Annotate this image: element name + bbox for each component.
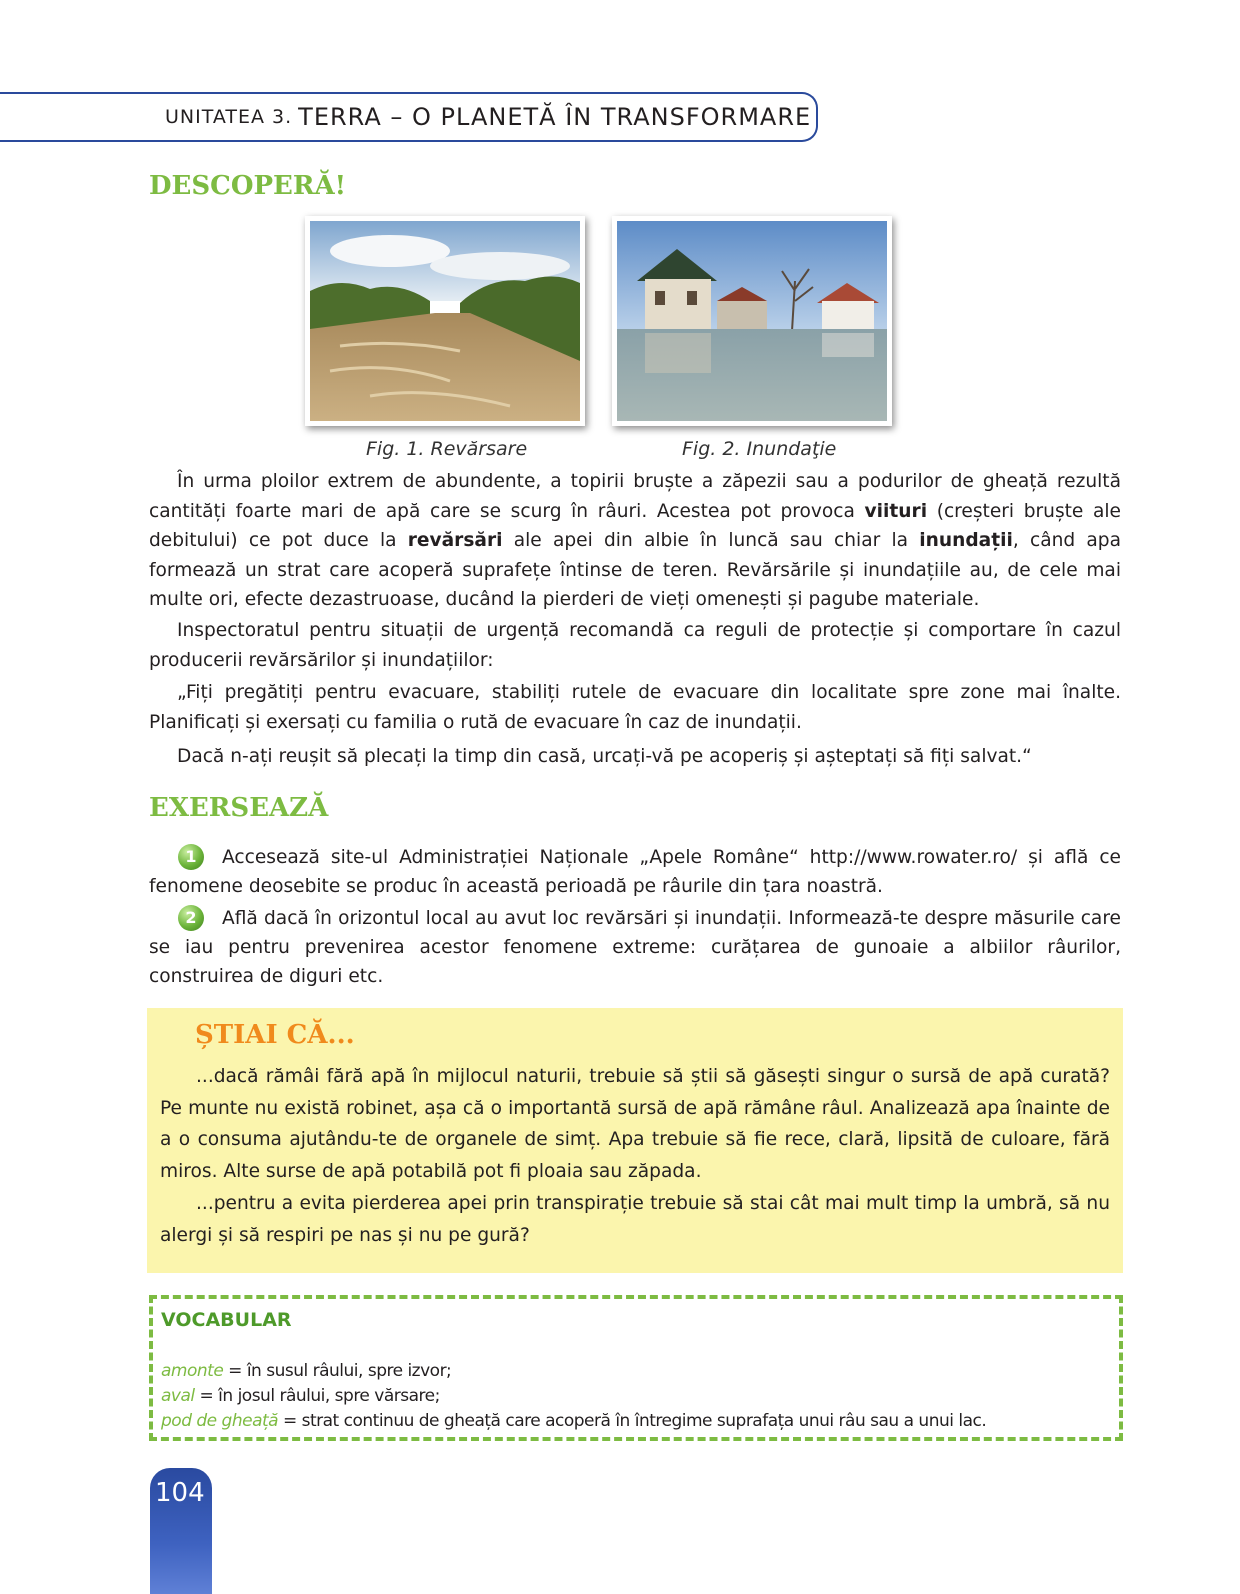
page-number: 104 xyxy=(155,1478,205,1508)
vocab-term: amonte xyxy=(161,1361,224,1381)
vocab-term: pod de gheață xyxy=(161,1411,279,1431)
term-revarsari: revărsări xyxy=(407,530,503,552)
vocab-definition: = în susul râului, spre izvor; xyxy=(223,1361,452,1381)
quote-paragraph-2: Dacă n-ați reușit să plecați la timp din casă, urcați-vă pe acoperiș și așteptați să fiți salvat.“ xyxy=(177,746,1032,767)
vocab-term: aval xyxy=(161,1386,195,1406)
figure-2-caption: Fig. 2. Inundaţie xyxy=(682,438,837,460)
vocab-definition: = strat continuu de gheață care acoperă în întregime suprafața unui râu sau a unui lac. xyxy=(278,1411,987,1431)
quote-paragraph-1: „Fiți pregătiți pentru evacuare, stabiliți rutele de evacuare din localitate spre zone mai înalte. Planificați și exersați cu familia o rută de evacuare în caz de inundații. xyxy=(149,682,1121,733)
flooded-village-image xyxy=(617,221,887,421)
vocabulary-entry xyxy=(161,1384,986,1409)
did-you-know-box xyxy=(147,1008,1123,1273)
vocabulary-entry xyxy=(161,1409,986,1434)
vocab-definition: = în josul râului, spre vărsare; xyxy=(194,1386,440,1406)
intro-text-3: ale apei din albie în luncă sau chiar la xyxy=(502,530,920,552)
term-inundatii: inundații xyxy=(919,530,1013,552)
discover-heading: DESCOPERĂ! xyxy=(149,171,347,201)
intro-text-2: (creșteri bruște ale debitului) ce pot duce la xyxy=(149,500,1121,552)
vocabulary-heading: VOCABULAR xyxy=(161,1309,292,1331)
did-you-know-paragraph-2: ...pentru a evita pierderea apei prin transpirație trebuie să stai cât mai mult timp la umbră, să nu alergi și să respiri pe nas și nu pe gură? xyxy=(160,1193,1110,1246)
unit-prefix: UNITATEA 3. xyxy=(165,106,293,128)
did-you-know-heading: ȘTIAI CĂ... xyxy=(195,1020,355,1050)
exercise-number-badge: 2 xyxy=(178,905,204,931)
intro-text-1: În urma ploilor extrem de abundente, a topirii bruște a zăpezii sau a podurilor de gheață rezultă cantități foarte mari de apă care se scurg în râuri. Acestea pot provoca xyxy=(149,471,1121,522)
exercise-heading: EXERSEAZĂ xyxy=(149,793,329,823)
exercise-number-badge: 1 xyxy=(178,844,204,870)
unit-title: TERRA – O PLANETĂ ÎN TRANSFORMARE xyxy=(298,103,812,131)
unit-header-banner xyxy=(0,92,818,142)
vocabulary-list xyxy=(161,1359,986,1434)
did-you-know-paragraph-1: ...dacă rămâi fără apă în mijlocul naturii, trebuie să știi să găsești singur o sursă de apă curată? Pe munte nu există robinet, așa că o importantă sursă de apă rămâne râul. Analizează apa înainte de a o consuma ajutându-te de organele de simț. Apa trebuie să fie rece, clară, lipsită de culoare, fără miros. Alte surse de apă potabilă pot fi ploaia sau zăpada. xyxy=(160,1066,1110,1182)
term-viituri: viituri xyxy=(864,500,928,522)
flood-river-photo xyxy=(305,216,585,426)
figure-1-caption: Fig. 1. Revărsare xyxy=(366,438,528,460)
exercise-2-text: Află dacă în orizontul local au avut loc revărsări și inundații. Informează-te despre măsurile care se iau pentru prevenirea acestor fenomene extreme: curățarea de gunoaie a albiilor râurilor, construirea de diguri etc. xyxy=(149,908,1121,987)
vocabulary-box xyxy=(149,1295,1123,1441)
exercise-item-1 xyxy=(149,843,1121,901)
river-overflow-image xyxy=(310,221,580,421)
inspectorate-paragraph: Inspectoratul pentru situații de urgență recomandă ca reguli de protecție și comportare în cazul producerii revărsărilor și inundațiilor: xyxy=(149,620,1121,671)
vocabulary-entry xyxy=(161,1359,986,1384)
exercise-1-text: Accesează site-ul Administrației Naționale „Apele Române“ http://www.rowater.ro/ și află ce fenomene deosebite se produc în această perioadă pe râurile din țara noastră. xyxy=(149,847,1121,897)
page-number-tab xyxy=(150,1468,212,1594)
intro-text-4: , când apa formează un strat care acoperă suprafețe întinse de teren. Revărsările și inundațiile au, de cele mai multe ori, efecte dezastruoase, ducând la pierderi de vieți omenești și pagube materiale. xyxy=(149,530,1121,611)
exercise-item-2 xyxy=(149,904,1121,991)
flooded-house-photo xyxy=(612,216,892,426)
intro-paragraph xyxy=(149,467,1121,615)
